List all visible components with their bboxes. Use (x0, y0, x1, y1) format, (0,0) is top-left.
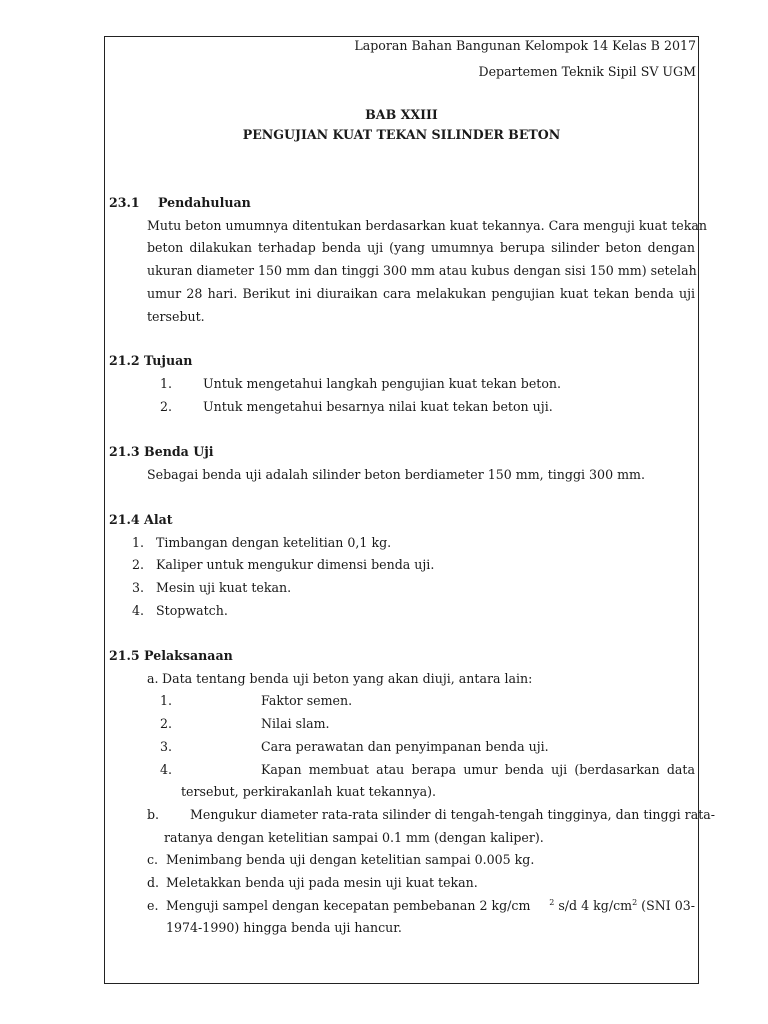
list-item: Faktor semen. (261, 693, 353, 708)
list-item-text: s/d 4 kg/cm (554, 898, 633, 913)
superscript: 2 (632, 897, 638, 907)
list-letter: d. (147, 875, 160, 890)
list-number: 3. (132, 580, 145, 595)
list-number: 2. (132, 557, 145, 572)
list-item: Untuk mengetahui besarnya nilai kuat tekan beton uji. (203, 399, 553, 414)
list-item: Data tentang benda uji beton yang akan diuji, antara lain: (162, 671, 533, 686)
report-header-line2: Departemen Teknik Sipil SV UGM (478, 64, 696, 79)
paragraph-line: beton dilakukan terhadap benda uji (yang umumnya berupa silinder beton dengan (147, 240, 695, 255)
list-item: Mengukur diameter rata-rata silinder di tengah-tengah tingginya, dan tinggi rata- (190, 807, 716, 822)
list-item: Menimbang benda uji dengan ketelitian sampai 0.005 kg. (166, 852, 535, 867)
list-number: 4. (132, 603, 145, 618)
list-item-text: (SNI 03- (637, 898, 695, 913)
list-number: 1. (160, 376, 173, 391)
report-header-line1: Laporan Bahan Bangunan Kelompok 14 Kelas B 2017 (354, 38, 696, 53)
list-item: Nilai slam. (261, 716, 330, 731)
list-item-continuation: 1974-1990) hingga benda uji hancur. (166, 920, 402, 935)
list-item (166, 897, 695, 913)
list-item: Kapan membuat atau berapa umur benda uji (berdasarkan data (261, 762, 695, 777)
list-item-continuation: ratanya dengan ketelitian sampai 0.1 mm (dengan kaliper). (164, 830, 544, 845)
paragraph-line: ukuran diameter 150 mm dan tinggi 300 mm atau kubus dengan sisi 150 mm) setelah (147, 263, 697, 278)
paragraph-line: Mutu beton umumnya ditentukan berdasarkan kuat tekannya. Cara menguji kuat tekan (147, 218, 707, 233)
list-number: 3. (160, 739, 173, 754)
list-item: Stopwatch. (156, 603, 228, 618)
list-item: Mesin uji kuat tekan. (156, 580, 292, 595)
list-item-text: Menguji sampel dengan kecepatan pembebanan 2 kg/cm (166, 898, 531, 913)
paragraph-line: umur 28 hari. Berikut ini diuraikan cara melakukan pengujian kuat tekan benda uji (147, 286, 695, 301)
list-letter: c. (147, 852, 159, 867)
section-title: Pendahuluan (158, 195, 251, 210)
superscript: 2 (549, 897, 555, 907)
list-letter: e. (147, 898, 159, 913)
list-item-text-cont (549, 897, 695, 913)
section-title: 21.5 Pelaksanaan (109, 648, 233, 663)
list-number: 2. (160, 716, 173, 731)
list-letter: a. (147, 671, 159, 686)
list-item: Cara perawatan dan penyimpanan benda uji. (261, 739, 549, 754)
section-title: 21.3 Benda Uji (109, 444, 214, 459)
list-number: 1. (132, 535, 145, 550)
section-title: 21.4 Alat (109, 512, 173, 527)
section-title: 21.2 Tujuan (109, 353, 193, 368)
paragraph-line: Sebagai benda uji adalah silinder beton berdiameter 150 mm, tinggi 300 mm. (147, 467, 645, 482)
list-item: Timbangan dengan ketelitian 0,1 kg. (156, 535, 392, 550)
list-item: Meletakkan benda uji pada mesin uji kuat tekan. (166, 875, 478, 890)
section-number: 23.1 (109, 195, 140, 210)
list-number: 1. (160, 693, 173, 708)
list-item-continuation: tersebut, perkirakanlah kuat tekannya). (181, 784, 437, 799)
list-item: Kaliper untuk mengukur dimensi benda uji. (156, 557, 435, 572)
list-item: Untuk mengetahui langkah pengujian kuat tekan beton. (203, 376, 562, 391)
chapter-number: BAB XXIII (365, 107, 438, 122)
paragraph-line: tersebut. (147, 309, 205, 324)
list-number: 4. (160, 762, 173, 777)
list-number: 2. (160, 399, 173, 414)
chapter-title: PENGUJIAN KUAT TEKAN SILINDER BETON (242, 127, 561, 142)
list-letter: b. (147, 807, 160, 822)
